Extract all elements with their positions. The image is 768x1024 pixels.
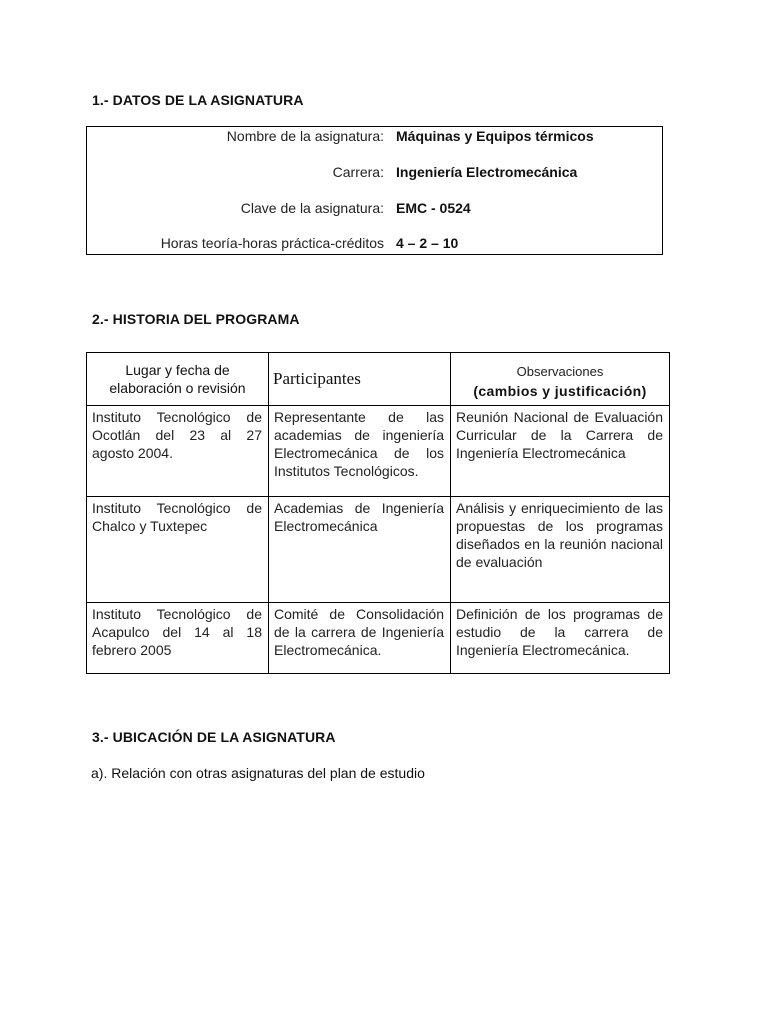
header-observaciones-sub: (cambios y justificación) [473,382,647,399]
cell-observaciones: Análisis y enriquecimiento de las propuestas de los programas diseñados en la reunión nacional de evaluación [451,497,670,603]
section-1-heading: 1.- DATOS DE LA ASIGNATURA [92,92,304,108]
cell-observaciones: Reunión Nacional de Evaluación Curricular de la Carrera de Ingeniería Electromecánica [451,406,670,497]
datos-label: Nombre de la asignatura: [226,128,384,144]
section-2-heading: 2.- HISTORIA DEL PROGRAMA [92,311,300,327]
header-participantes: Participantes [269,353,451,406]
table-row [87,406,670,497]
datos-label: Clave de la asignatura: [240,200,384,216]
section-3-heading: 3.- UBICACIÓN DE LA ASIGNATURA [92,729,336,745]
header-lugar: Lugar y fecha de elaboración o revisión [87,353,269,406]
header-observaciones-title: Observaciones [516,363,604,379]
datos-label: Carrera: [332,164,384,180]
datos-value: 4 – 2 – 10 [396,235,459,251]
cell-lugar: Instituto Tecnológico de Acapulco del 14 al 18 febrero 2005 [87,603,269,674]
header-observaciones [451,353,670,406]
relacion-paragraph: a). Relación con otras asignaturas del plan de estudio [91,765,425,781]
datos-row-carrera [87,164,662,184]
cell-participantes: Representante de las academias de ingeniería Electromecánica de los Institutos Tecnológicos. [269,406,451,497]
datos-row-horas [87,235,662,255]
datos-value: EMC - 0524 [396,200,471,216]
table-row [87,497,670,603]
datos-value: Máquinas y Equipos térmicos [396,128,594,144]
cell-observaciones: Definición de los programas de estudio de la carrera de Ingeniería Electromecánica. [451,603,670,674]
cell-lugar: Instituto Tecnológico de Ocotlán del 23 al 27 agosto 2004. [87,406,269,497]
datos-row-clave [87,200,662,220]
datos-asignatura-box [86,126,663,255]
datos-label: Horas teoría-horas práctica-créditos [160,235,384,251]
cell-participantes: Academias de Ingeniería Electromecánica [269,497,451,603]
datos-value: Ingeniería Electromecánica [396,164,578,180]
datos-row-nombre [87,128,662,148]
table-header-row [87,353,670,406]
historia-table [86,352,670,674]
cell-lugar: Instituto Tecnológico de Chalco y Tuxtepec [87,497,269,603]
cell-participantes: Comité de Consolidación de la carrera de Ingeniería Electromecánica. [269,603,451,674]
table-row [87,603,670,674]
